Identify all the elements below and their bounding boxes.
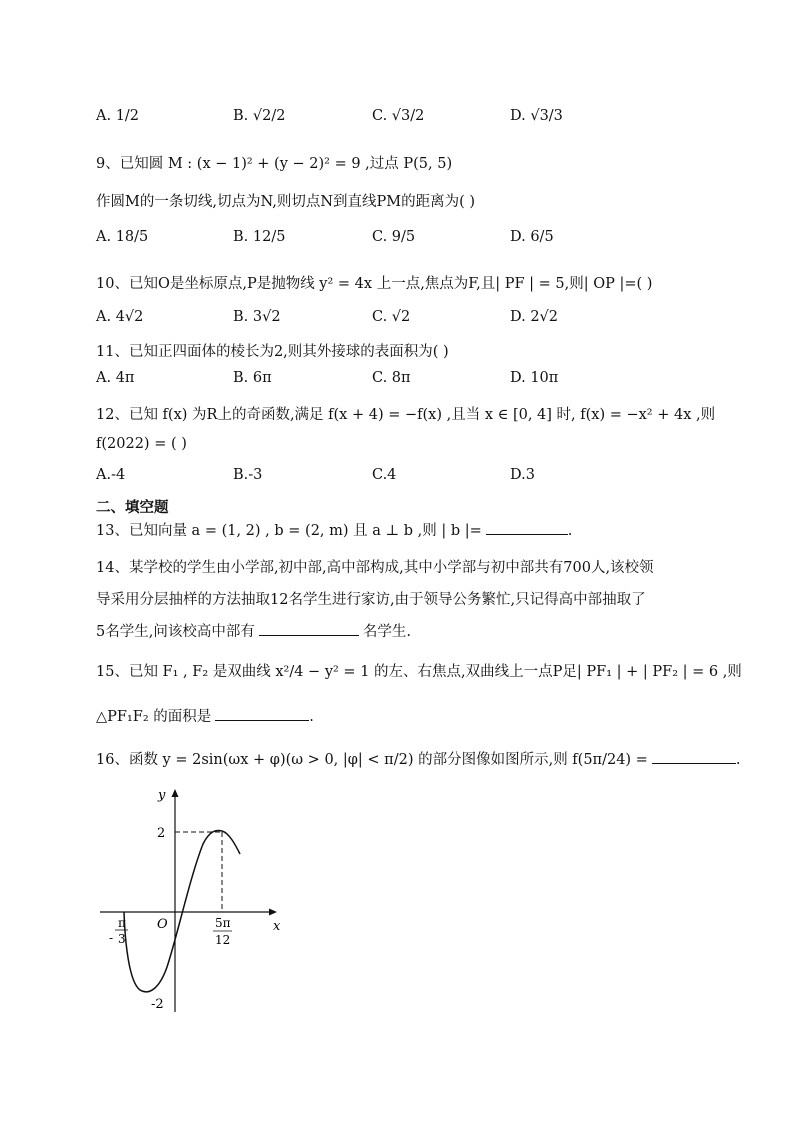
y-min-label: -2 (151, 997, 164, 1012)
q16-answer-blank[interactable] (652, 751, 736, 764)
q15-line2 (96, 705, 314, 726)
q10-option-a: A. 4√2 (96, 309, 144, 325)
q12-option-c: C.4 (372, 467, 397, 483)
q13-line (96, 519, 572, 540)
q14-answer-blank[interactable] (259, 623, 359, 636)
q9-option-c: C. 9/5 (372, 229, 416, 245)
q16-text: 16、函数 y = 2sin(ωx + φ)(ω > 0, |φ| < π/2) 的部分图像如图所示,则 f(5π/24) = (96, 752, 648, 768)
q15-tail: . (309, 709, 314, 725)
q11-option-c: C. 8π (372, 370, 411, 386)
q14-line3-a: 5名学生,问该校高中部有 (96, 624, 255, 640)
q11-option-b: B. 6π (233, 370, 272, 386)
q12-option-d: D.3 (510, 467, 535, 483)
q11-option-a: A. 4π (96, 370, 135, 386)
x-axis-label: x (273, 919, 281, 934)
x-right-den: 12 (215, 933, 231, 947)
q14-line2: 导采用分层抽样的方法抽取12名学生进行家访,由于领导公务繁忙,只记得高中部抽取了 (96, 592, 646, 608)
q12-line2: f(2022) = ( ) (96, 436, 187, 452)
q8-option-a: A. 1/2 (96, 108, 140, 124)
q9-option-d: D. 6/5 (510, 229, 554, 245)
q9-option-a: A. 18/5 (96, 229, 149, 245)
q8-option-d: D. √3/3 (510, 108, 563, 124)
x-right-num: 5π (215, 916, 231, 930)
q14-line1: 14、某学校的学生由小学部,初中部,高中部构成,其中小学部与初中部共有700人,该校领 (96, 560, 654, 576)
x-axis-arrow (269, 909, 277, 916)
q15-answer-blank[interactable] (215, 708, 309, 721)
q10-line1: 10、已知O是坐标原点,P是抛物线 y² = 4x 上一点,焦点为F,且| PF | = 5,则| OP |=( ) (96, 276, 653, 292)
q9-line2: 作圆M的一条切线,切点为N,则切点N到直线PM的距离为( ) (96, 194, 476, 210)
y-max-label: 2 (157, 826, 166, 841)
y-axis-arrow (172, 789, 179, 797)
x-left-num: π (118, 916, 126, 930)
q9-line1: 9、已知圆 M : (x − 1)² + (y − 2)² = 9 ,过点 P(5, 5) (96, 156, 453, 172)
q14-line3 (96, 620, 411, 641)
q13-text: 13、已知向量 a = (1, 2) , b = (2, m) 且 a ⊥ b ,则 | b |= (96, 523, 482, 539)
sine-curve (124, 830, 240, 991)
q12-option-b: B.-3 (233, 467, 263, 483)
q8-option-c: C. √3/2 (372, 108, 425, 124)
q11-line1: 11、已知正四面体的棱长为2,则其外接球的表面积为( ) (96, 344, 449, 360)
q10-option-b: B. 3√2 (233, 309, 281, 325)
q14-line3-b: 名学生. (362, 624, 411, 640)
q11-option-d: D. 10π (510, 370, 559, 386)
section-title: 二、填空题 (96, 500, 169, 516)
q15-line2-text: △PF₁F₂ 的面积是 (96, 709, 212, 725)
y-axis-label: y (158, 788, 166, 803)
q13-tail: . (567, 523, 573, 539)
q12-line1: 12、已知 f(x) 为R上的奇函数,满足 f(x + 4) = −f(x) ,且当 x ∈ [0, 4] 时, f(x) = −x² + 4x ,则 (96, 407, 716, 423)
origin-label: O (157, 917, 168, 932)
sine-graph (95, 782, 295, 1022)
q10-option-c: C. √2 (372, 309, 411, 325)
q10-option-d: D. 2√2 (510, 309, 559, 325)
x-left-den: 3 (118, 932, 126, 946)
q9-option-b: B. 12/5 (233, 229, 286, 245)
q16-line (96, 748, 740, 769)
q16-tail: . (735, 752, 741, 768)
q12-option-a: A.-4 (96, 467, 126, 483)
q8-option-b: B. √2/2 (233, 108, 286, 124)
q13-answer-blank[interactable] (486, 522, 568, 535)
x-left-sign: - (109, 931, 114, 945)
q15-line1: 15、已知 F₁ , F₂ 是双曲线 x²/4 − y² = 1 的左、右焦点,双曲线上一点P足| PF₁ | + | PF₂ | = 6 ,则 (96, 664, 742, 680)
